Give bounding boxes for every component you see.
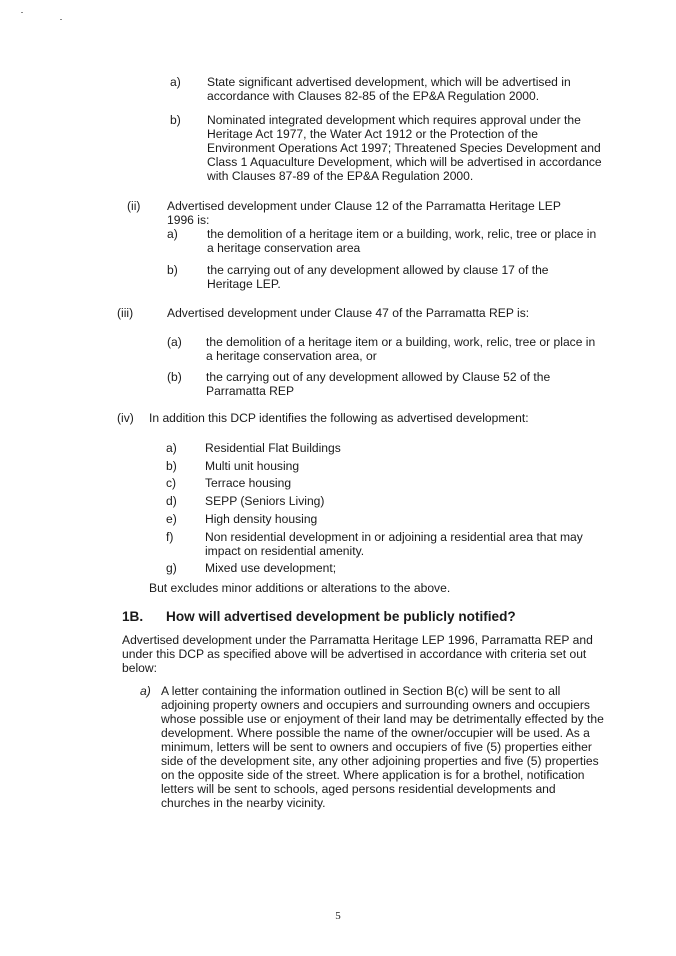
item-text: the demolition of a heritage item or a building, work, relic, tree or place in a heritage conservation area, or: [206, 335, 596, 363]
page-number: 5: [335, 910, 341, 922]
section-title: How will advertised development be publicly notified?: [166, 609, 516, 624]
item-label: (a): [167, 335, 182, 349]
section-item-a: [140, 684, 608, 810]
item-label: a): [140, 684, 151, 698]
list-item-top-b: [170, 113, 606, 183]
list-item: [166, 561, 606, 575]
item-text: Non residential development in or adjoining a residential area that may impact on residential amenity.: [205, 530, 583, 558]
item-label: b): [167, 263, 178, 277]
list-item: [166, 494, 606, 508]
clause-ii-item-b: [167, 263, 577, 291]
clause-iii-item-b: [167, 370, 577, 398]
item-label: a): [167, 227, 178, 241]
item-text: Nominated integrated development which requires approval under the Heritage Act 1977, the Water Act 1912 or the Protection of the Environment Operations Act 1997; Threatened Species Development and Class 1 Aquaculture Development, which will be advertised in accordance with Clauses 87-89 of the EP&A Regulation 2000.: [207, 113, 602, 183]
item-label: a): [170, 75, 181, 89]
scan-speck: [21, 12, 23, 13]
clause-text: In addition this DCP identifies the following as advertised development:: [149, 411, 529, 425]
clause-text: Advertised development under Clause 12 of the Parramatta Heritage LEP 1996 is:: [167, 199, 561, 227]
item-text: the carrying out of any development allowed by clause 17 of the Heritage LEP.: [207, 263, 549, 291]
section-intro: Advertised development under the Parramatta Heritage LEP 1996, Parramatta REP and under this DCP as specified above will be advertised in accordance with criteria set out below:: [122, 633, 593, 675]
item-label: (b): [167, 370, 182, 384]
list-item: [166, 530, 606, 558]
clause-iii-item-a: [167, 335, 603, 363]
item-text: Residential Flat Buildings: [205, 441, 341, 455]
clause-iv: [117, 411, 597, 425]
item-label: g): [166, 561, 177, 575]
item-label: b): [170, 113, 181, 127]
clause-label: (iii): [117, 306, 134, 320]
section-number: 1B.: [122, 609, 144, 624]
item-label: f): [166, 530, 174, 544]
item-text: the carrying out of any development allowed by Clause 52 of the Parramatta REP: [206, 370, 551, 398]
section-heading: [122, 610, 516, 624]
item-text: SEPP (Seniors Living): [205, 494, 325, 508]
list-item: [166, 441, 606, 455]
item-label: e): [166, 512, 177, 526]
item-label: d): [166, 494, 177, 508]
clause-label: (ii): [127, 199, 141, 213]
list-item: [166, 512, 606, 526]
item-text: Terrace housing: [205, 476, 292, 490]
list-item: [166, 459, 606, 473]
item-text: High density housing: [205, 512, 318, 526]
item-text: Multi unit housing: [205, 459, 300, 473]
clause-ii: [127, 199, 583, 227]
item-label: a): [166, 441, 177, 455]
list-item-top-a: [170, 75, 600, 103]
clause-label: (iv): [117, 411, 134, 425]
item-text: A letter containing the information outlined in Section B(c) will be sent to all adjoining property owners and occupiers and surrounding owners and occupiers whose possible use or enjoyment of their land may be detrimentally effected by the development. Where possible the name of the owner/occupier will be used. As a minimum, letters will be sent to owners and occupiers of five (5) properties either side of the development site, any other adjoining properties and five (5) properties on the opposite side of the street. Where application is for a brothel, notification letters will be sent to schools, aged persons residential developments and churches in the nearby vicinity.: [161, 684, 604, 810]
exclusion-note: But excludes minor additions or alterations to the above.: [149, 581, 451, 595]
list-item: [166, 476, 606, 490]
item-text: the demolition of a heritage item or a building, work, relic, tree or place in a heritage conservation area: [207, 227, 597, 255]
clause-text: Advertised development under Clause 47 of the Parramatta REP is:: [167, 306, 530, 320]
item-label: b): [166, 459, 177, 473]
scan-speck: [60, 19, 62, 20]
clause-ii-item-a: [167, 227, 603, 255]
item-text: Mixed use development;: [205, 561, 337, 575]
item-label: c): [166, 476, 177, 490]
clause-iii: [117, 306, 587, 320]
item-text: State significant advertised development, which will be advertised in accordance with Clauses 82-85 of the EP&A Regulation 2000.: [207, 75, 571, 103]
